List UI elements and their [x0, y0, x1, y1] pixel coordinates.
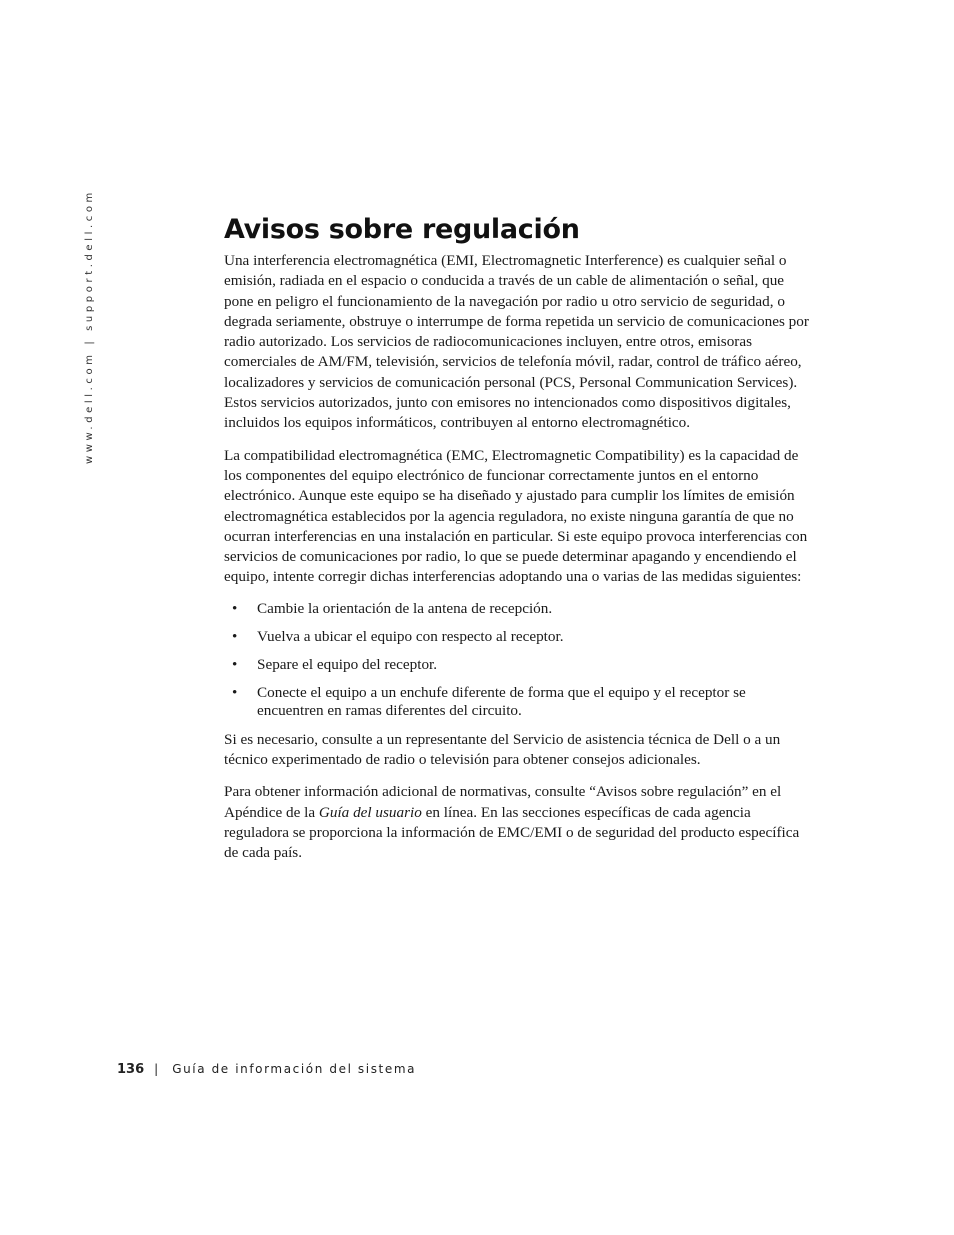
footer-separator: |: [154, 1062, 159, 1076]
bullet-icon: •: [232, 683, 238, 701]
main-content: [224, 214, 814, 876]
page-title: Avisos sobre regulación: [224, 214, 580, 245]
list-item-text: Conecte el equipo a un enchufe diferente de forma que el equipo y el receptor se encuentren en ramas diferentes del circuito.: [257, 683, 746, 719]
bullet-icon: •: [232, 655, 238, 673]
paragraph-regulations-text-1: Para obtener información adicional de normativas, consulte “Avisos sobre regulación” en el Apéndice de la: [224, 783, 782, 821]
list-item-text: Separe el equipo del receptor.: [257, 655, 438, 673]
measures-list: [224, 600, 814, 720]
bullet-icon: •: [232, 599, 238, 617]
user-guide-title: Guía del usuario: [318, 803, 422, 821]
list-item-text: Vuelva a ubicar el equipo con respecto al receptor.: [257, 627, 564, 645]
list-item: [224, 656, 814, 674]
list-item: [224, 684, 814, 720]
paragraph-emc: La compatibilidad electromagnética (EMC, Electromagnetic Compatibility) es la capacidad de los componentes del equipo electrónico de funcionar correctamente juntos en el entorno electrónico. Aunque este equipo se ha diseñado y ajustado para cumplir los límites de emisión electromagnética establecidos por la agencia reguladora, no existe ninguna garantía de que no ocurran interferencias en una instalación en particular. Si este equipo provoca interferencias con servicios de comunicaciones por radio, lo que se puede determinar apagando y encendiendo el equipo, intente corregir dichas interferencias adoptando una o varias de las medidas siguientes:: [224, 446, 808, 586]
side-url: www.dell.com | support.dell.com: [84, 189, 95, 464]
bullet-icon: •: [232, 627, 238, 645]
guide-title: Guía de información del sistema: [172, 1062, 417, 1076]
paragraph-support: Si es necesario, consulte a un representante del Servicio de asistencia técnica de Dell o a un técnico experimentado de radio o televisión para obtener consejos adicionales.: [224, 730, 781, 769]
paragraph-emi: Una interferencia electromagnética (EMI, Electromagnetic Interference) es cualquier señal o emisión, radiada en el espacio o conducida a través de un cable de alimentación o señal, que pone en peligro el funcionamiento de la navegación por radio u otro servicio de seguridad, o degrada seriamente, obstruye o interrumpe de forma repetida un servicio de comunicaciones por radio autorizado. Los servicios de radiocomunicaciones incluyen, entre otros, emisoras comerciales de AM/FM, televisión, servicios de telefonía móvil, radar, control de tráfico aéreo, localizadores y servicios de comunicación personal (PCS, Personal Communication Services). Estos servicios autorizados, junto con emisores no intencionados como dispositivos digitales, incluidos los equipos informáticos, contribuyen al entorno electromagnético.: [224, 252, 809, 432]
page-number: 136: [117, 1062, 145, 1077]
page-footer: [117, 1062, 416, 1077]
paragraph-regulations: [224, 782, 814, 863]
list-item: [224, 600, 814, 618]
list-item-text: Cambie la orientación de la antena de recepción.: [257, 599, 553, 617]
paragraph-regulations-text-2: en línea. En las secciones específicas de cada agencia reguladora se proporciona la información de EMC/EMI o de seguridad del producto específica de cada país.: [224, 803, 800, 862]
list-item: [224, 628, 814, 646]
